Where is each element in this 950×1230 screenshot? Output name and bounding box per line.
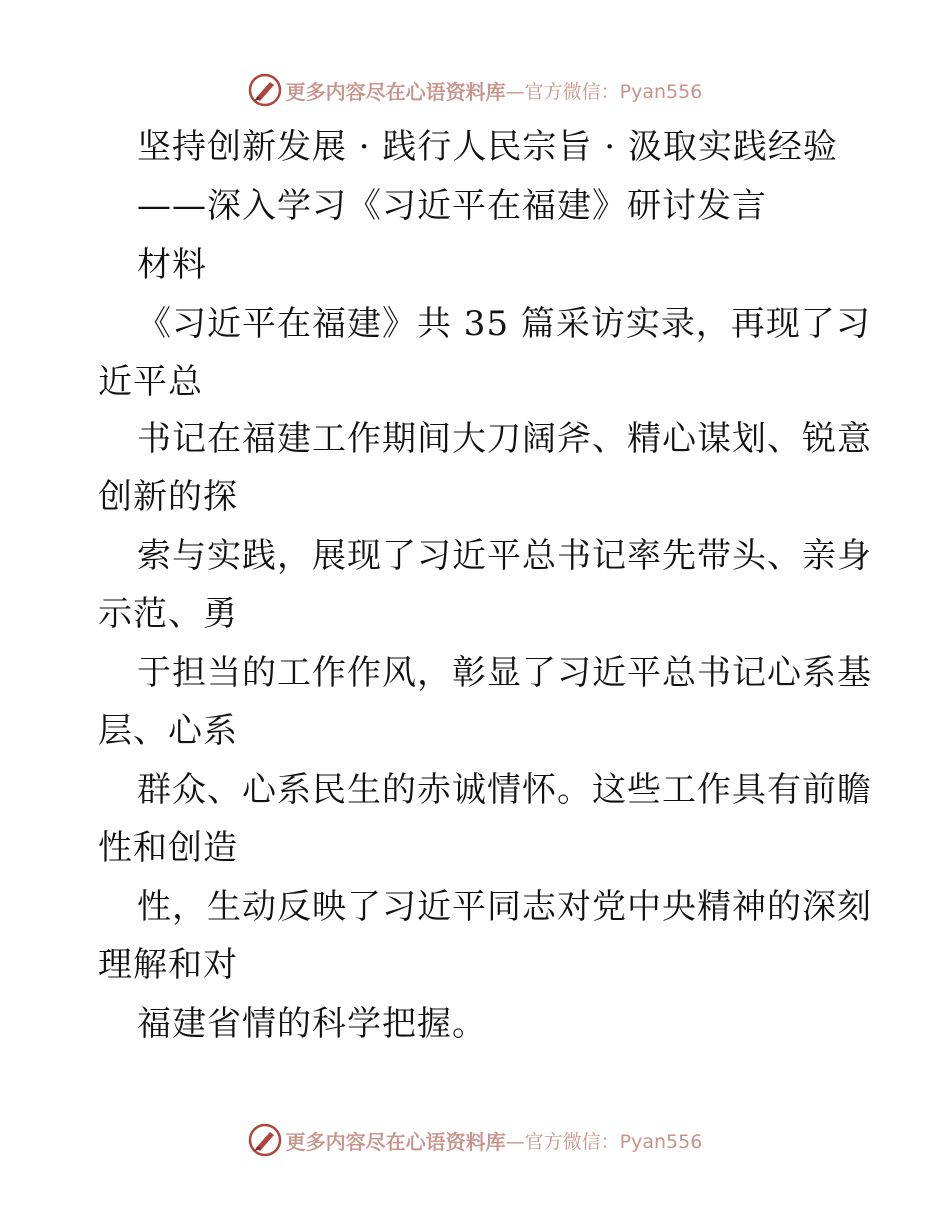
banner-main-text: 更多内容尽在心语资料库 — [285, 1129, 506, 1154]
doc-line: 于担当的工作作风，彰显了习近平总书记心系基 — [137, 653, 872, 693]
doc-line: 理解和对 — [98, 945, 238, 985]
pen-logo-icon — [248, 1123, 282, 1157]
doc-line: 索与实践，展现了习近平总书记率先带头、亲身 — [137, 536, 872, 576]
footer-banner — [0, 1120, 950, 1160]
doc-line: 书记在福建工作期间大刀阔斧、精心谋划、锐意 — [137, 419, 872, 459]
doc-line: 《习近平在福建》共 35 篇采访实录，再现了习 — [137, 304, 871, 344]
doc-line: 福建省情的科学把握。 — [137, 1004, 487, 1044]
doc-line: 群众、心系民生的赤诚情怀。这些工作具有前瞻 — [137, 770, 872, 810]
banner-main-text: 更多内容尽在心语资料库 — [285, 79, 506, 104]
doc-line: 创新的探 — [98, 477, 238, 517]
doc-title-line-3: 材料 — [137, 245, 207, 285]
doc-line: 层、心系 — [98, 711, 238, 751]
doc-line: 性和创造 — [98, 828, 238, 868]
banner-wechat-text: —官方微信：Pyan556 — [505, 80, 703, 103]
header-banner — [0, 70, 950, 110]
doc-title-line-1: 坚持创新发展 · 践行人民宗旨 · 汲取实践经验 — [137, 127, 838, 167]
pen-logo-icon — [248, 73, 282, 107]
banner-wechat-text: —官方微信：Pyan556 — [505, 1130, 703, 1153]
doc-title-line-2: ——深入学习《习近平在福建》研讨发言 — [137, 186, 767, 226]
doc-line: 示范、勇 — [98, 594, 238, 634]
doc-line: 性，生动反映了习近平同志对党中央精神的深刻 — [137, 887, 872, 927]
doc-line: 近平总 — [98, 362, 203, 402]
